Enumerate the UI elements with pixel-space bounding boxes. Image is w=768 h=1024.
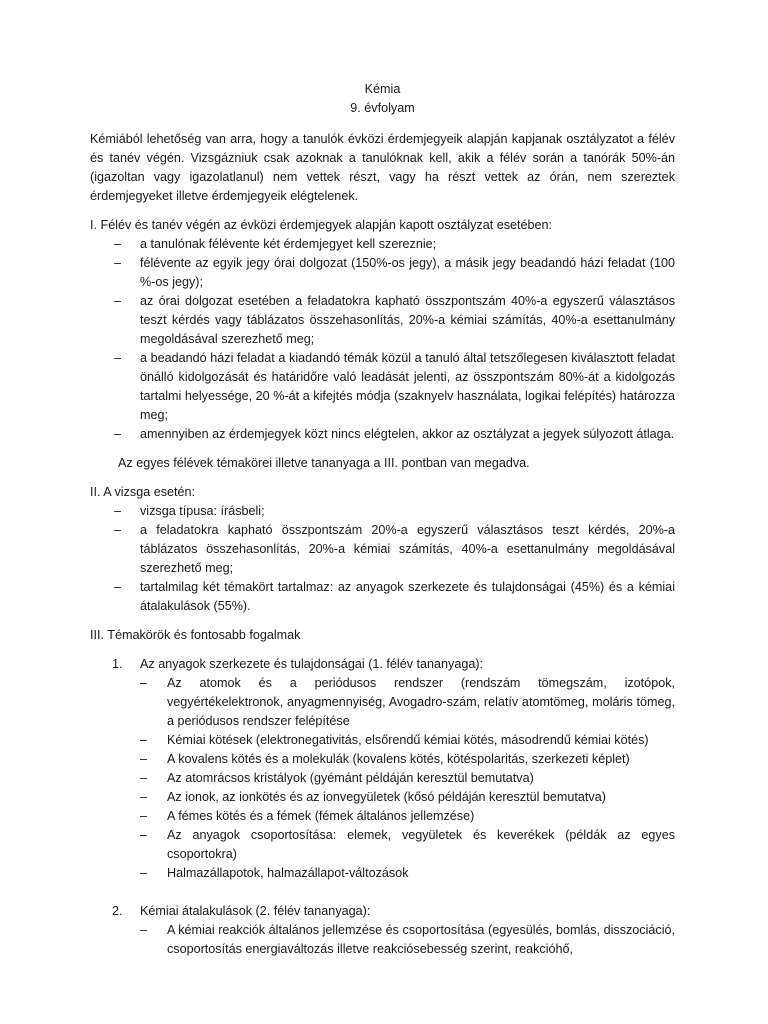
section-1-heading: I. Félév és tanév végén az évközi érdemjegyek alapján kapott osztályzat esetében: bbox=[90, 218, 553, 232]
section-1-note: Az egyes félévek témakörei illetve tananyaga a III. pontban van megadva. bbox=[118, 456, 530, 470]
intro-paragraph: Kémiából lehetőség van arra, hogy a tanulók évközi érdemjegyeik alapján kapjanak osztályzatot a félév és tanév végén. Vizsgázniuk csak azoknak a tanulóknak kell, akik a félév során a tanórák 50%-án (igazoltan vagy igazolatlanul) nem vettek részt, vagy ha részt vettek az órán, nem szereztek érdemjegyeket illetve érdemjegyeik elégtelenek. bbox=[90, 132, 675, 203]
list-item: – a beadandó házi feladat a kiadandó témák közül a tanuló által tetszőlegesen kiválasztott feladat önálló kidolgozását és határidőre való leadását jelenti, az összpontszám 80%-át a kidolgozás tartalmi helyessége, 20 %-át a kifejtés módja (szaknyelv használata, logikai felépítés) határozza meg; bbox=[90, 349, 675, 425]
list-item: – az órai dolgozat esetében a feladatokra kapható összpontszám 40%-a egyszerű választásos teszt kérdés vagy táblázatos összehasonlítás, 20%-a kémiai számítás, 40%-a esettanulmány megoldásával szerezhető meg; bbox=[90, 292, 675, 349]
list-item: – vizsga típusa: írásbeli; bbox=[90, 502, 675, 521]
section-2-list bbox=[90, 502, 675, 616]
topic-2-items bbox=[140, 921, 675, 959]
list-item: – A fémes kötés és a fémek (fémek általános jellemzése) bbox=[140, 807, 675, 826]
section-3-heading: III. Témakörök és fontosabb fogalmak bbox=[90, 628, 301, 642]
list-item: – Az anyagok csoportosítása: elemek, vegyületek és keverékek (példák az egyes csoportokra) bbox=[140, 826, 675, 864]
list-item: – félévente az egyik jegy órai dolgozat (150%-os jegy), a másik jegy beadandó házi feladat (100 %-os jegy); bbox=[90, 254, 675, 292]
list-item: – Az ionok, az ionkötés és az ionvegyületek (kősó példáján keresztül bemutatva) bbox=[140, 788, 675, 807]
list-item: – Az atomok és a periódusos rendszer (rendszám tömegszám, izotópok, vegyértékelektronok, anyagmennyiség, Avogadro-szám, relatív atomtömeg, moláris tömeg, a periódusos rendszer felépítése bbox=[140, 674, 675, 731]
topic-number: 2. bbox=[112, 904, 123, 918]
list-item: – amennyiben az érdemjegyek közt nincs elégtelen, akkor az osztályzat a jegyek súlyozott átlaga. bbox=[90, 425, 675, 444]
topic-list bbox=[90, 655, 675, 959]
topic-1-items bbox=[140, 674, 675, 883]
document-title: Kémia bbox=[364, 82, 401, 96]
list-item: – a feladatokra kapható összpontszám 20%-a egyszerű választásos teszt kérdés, 20%-a táblázatos összehasonlítás, 20%-a kémiai számítás, 40%-a esettanulmány megoldásával szerezhető meg; bbox=[90, 521, 675, 578]
topic-2 bbox=[90, 902, 675, 959]
section-1-list bbox=[90, 235, 675, 444]
list-item: – Kémiai kötések (elektronegativitás, elsőrendű kémiai kötés, másodrendű kémiai kötés) bbox=[140, 731, 675, 750]
topic-title: Az anyagok szerkezete és tulajdonságai (1. félév tananyaga): bbox=[140, 657, 484, 671]
topic-1 bbox=[90, 655, 675, 883]
topic-number: 1. bbox=[112, 657, 123, 671]
list-item: – Halmazállapotok, halmazállapot-változások bbox=[140, 864, 675, 883]
list-item: – Az atomrácsos kristályok (gyémánt példáján keresztül bemutatva) bbox=[140, 769, 675, 788]
topic-title: Kémiai átalakulások (2. félév tananyaga): bbox=[140, 904, 371, 918]
list-item: – A kémiai reakciók általános jellemzése és csoportosítása (egyesülés, bomlás, disszociáció, csoportosítás energiaváltozás illetve reakciósebesség szerint, reakcióhő, bbox=[140, 921, 675, 959]
list-item: – tartalmilag két témakört tartalmaz: az anyagok szerkezete és tulajdonságai (45%) és a kémiai átalakulások (55%). bbox=[90, 578, 675, 616]
list-item: – A kovalens kötés és a molekulák (kovalens kötés, kötéspolaritás, szerkezeti képlet) bbox=[140, 750, 675, 769]
document-subtitle: 9. évfolyam bbox=[350, 101, 415, 115]
list-item: – a tanulónak félévente két érdemjegyet kell szereznie; bbox=[90, 235, 675, 254]
section-2-heading: II. A vizsga esetén: bbox=[90, 485, 196, 499]
